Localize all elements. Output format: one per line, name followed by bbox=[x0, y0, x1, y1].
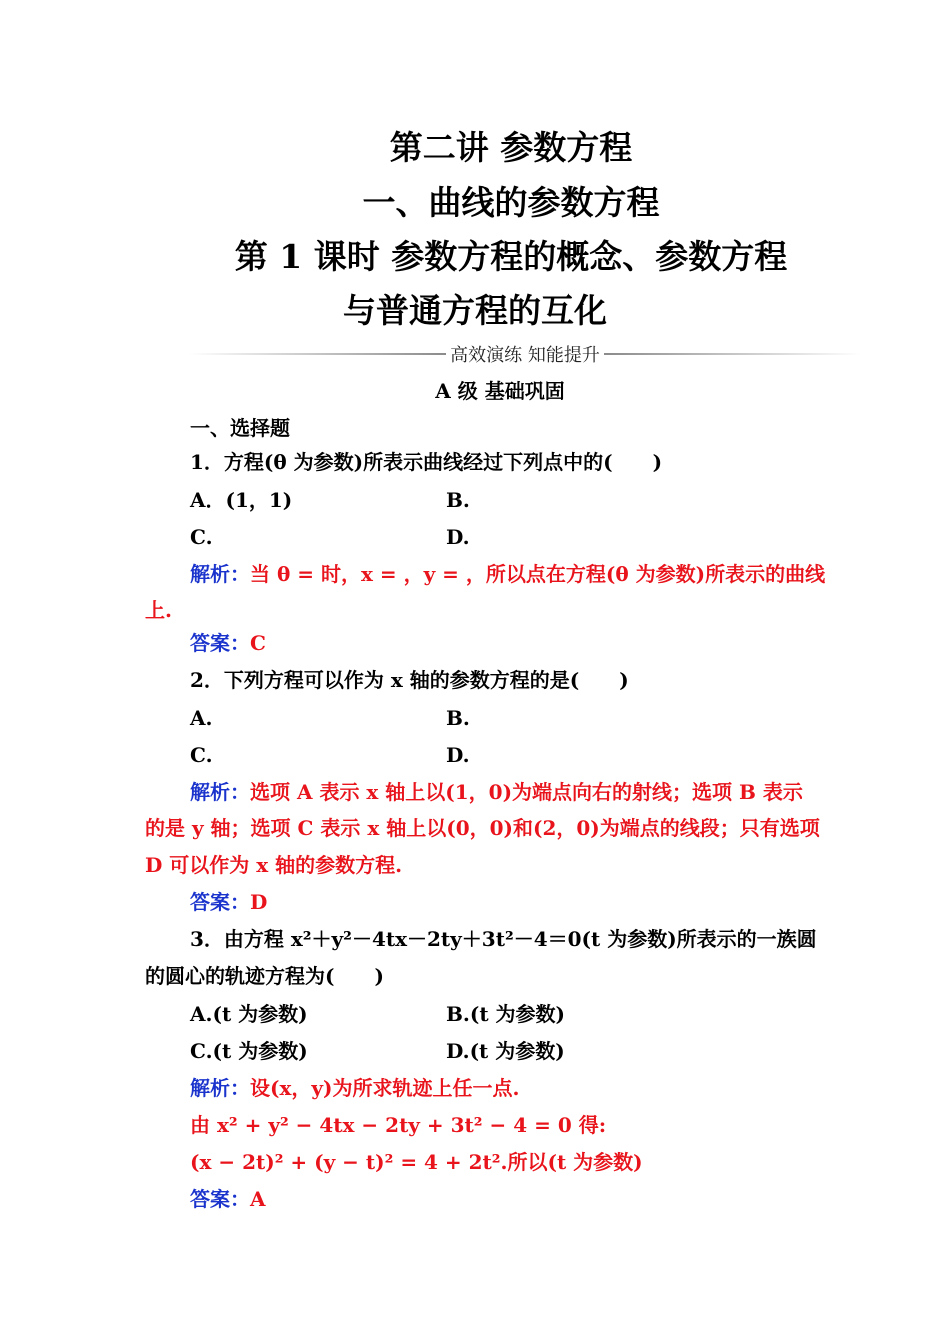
section-title: 一、曲线的参数方程 bbox=[362, 183, 660, 222]
q3-stem-line1: 3．由方程 x²＋y²－4tx－2ty＋3t²－4＝0(t 为参数)所表示的一族圆 bbox=[190, 927, 817, 951]
q2-analysis-line3: D 可以作为 x 轴的参数方程. bbox=[145, 853, 403, 877]
q1-answer-value: C bbox=[250, 631, 266, 655]
q3-answer bbox=[190, 1186, 266, 1212]
q3-answer-value: A bbox=[250, 1187, 266, 1211]
q2-option-c: C. bbox=[190, 743, 213, 767]
q1-option-d: D. bbox=[446, 525, 470, 549]
practice-banner bbox=[190, 342, 860, 366]
q3-analysis-line3: (x − 2t)² + (y − t)² = 4 + 2t².所以(t 为参数) bbox=[190, 1150, 643, 1174]
q1-stem bbox=[190, 449, 662, 475]
q1-option-b: B. bbox=[446, 488, 470, 512]
banner-rule-left bbox=[190, 353, 446, 355]
q1-option-c: C. bbox=[190, 525, 213, 549]
lesson-title-line2: 与普通方程的互化 bbox=[343, 291, 607, 330]
q1-stem-text: 1．方程(θ 为参数)所表示曲线经过下列点中的( ) bbox=[190, 450, 663, 474]
q2-analysis-line1 bbox=[190, 779, 803, 805]
q2-analysis-text1: 选项 A 表示 x 轴上以(1，0)为端点向右的射线；选项 B 表示 bbox=[250, 780, 803, 804]
q2-analysis-label: 解析： bbox=[190, 780, 250, 804]
q1-analysis-text1: 当 θ = 时，x = ，y = ，所以点在方程(θ 为参数)所表示的曲线 bbox=[250, 562, 826, 586]
q2-answer-value: D bbox=[250, 890, 268, 914]
q3-analysis-text1: 设(x，y)为所求轨迹上任一点. bbox=[250, 1076, 520, 1100]
q2-option-a: A. bbox=[190, 706, 213, 730]
q2-analysis-line2: 的是 y 轴；选项 C 表示 x 轴上以(0，0)和(2，0)为端点的线段；只有选项 bbox=[145, 816, 820, 840]
q3-option-b: B.(t 为参数) bbox=[446, 1002, 565, 1026]
q3-stem-line2: 的圆心的轨迹方程为( ) bbox=[145, 964, 384, 988]
q2-answer bbox=[190, 889, 267, 915]
banner-text: 高效演练 知能提升 bbox=[450, 345, 600, 366]
q3-analysis-label: 解析： bbox=[190, 1076, 250, 1100]
q1-option-a: A．(1，1) bbox=[190, 488, 293, 512]
q3-option-d: D.(t 为参数) bbox=[446, 1039, 565, 1063]
q2-answer-label: 答案： bbox=[190, 890, 250, 914]
q1-analysis-line2: 上. bbox=[145, 598, 172, 622]
q2-option-b: B. bbox=[446, 706, 470, 730]
q2-option-d: D. bbox=[446, 743, 470, 767]
lecture-title: 第二讲 参数方程 bbox=[389, 128, 633, 167]
lesson-title-line1: 第 1 课时 参数方程的概念、参数方程 bbox=[234, 237, 788, 276]
q3-answer-label: 答案： bbox=[190, 1187, 250, 1211]
q3-option-c: C.(t 为参数) bbox=[190, 1039, 308, 1063]
section-heading: 一、选择题 bbox=[190, 416, 290, 440]
q1-analysis-label: 解析： bbox=[190, 562, 250, 586]
q3-option-a: A.(t 为参数) bbox=[190, 1002, 308, 1026]
level-heading: A 级 基础巩固 bbox=[435, 379, 565, 403]
q3-analysis-line2: 由 x² + y² − 4tx − 2ty + 3t² − 4 = 0 得: bbox=[190, 1113, 607, 1137]
banner-rule-right bbox=[604, 353, 860, 355]
q1-answer-label: 答案： bbox=[190, 631, 250, 655]
q1-analysis-line1 bbox=[190, 561, 825, 587]
q1-answer bbox=[190, 630, 266, 656]
q2-stem: 2．下列方程可以作为 x 轴的参数方程的是( ) bbox=[190, 668, 629, 692]
q3-analysis-line1 bbox=[190, 1075, 519, 1101]
